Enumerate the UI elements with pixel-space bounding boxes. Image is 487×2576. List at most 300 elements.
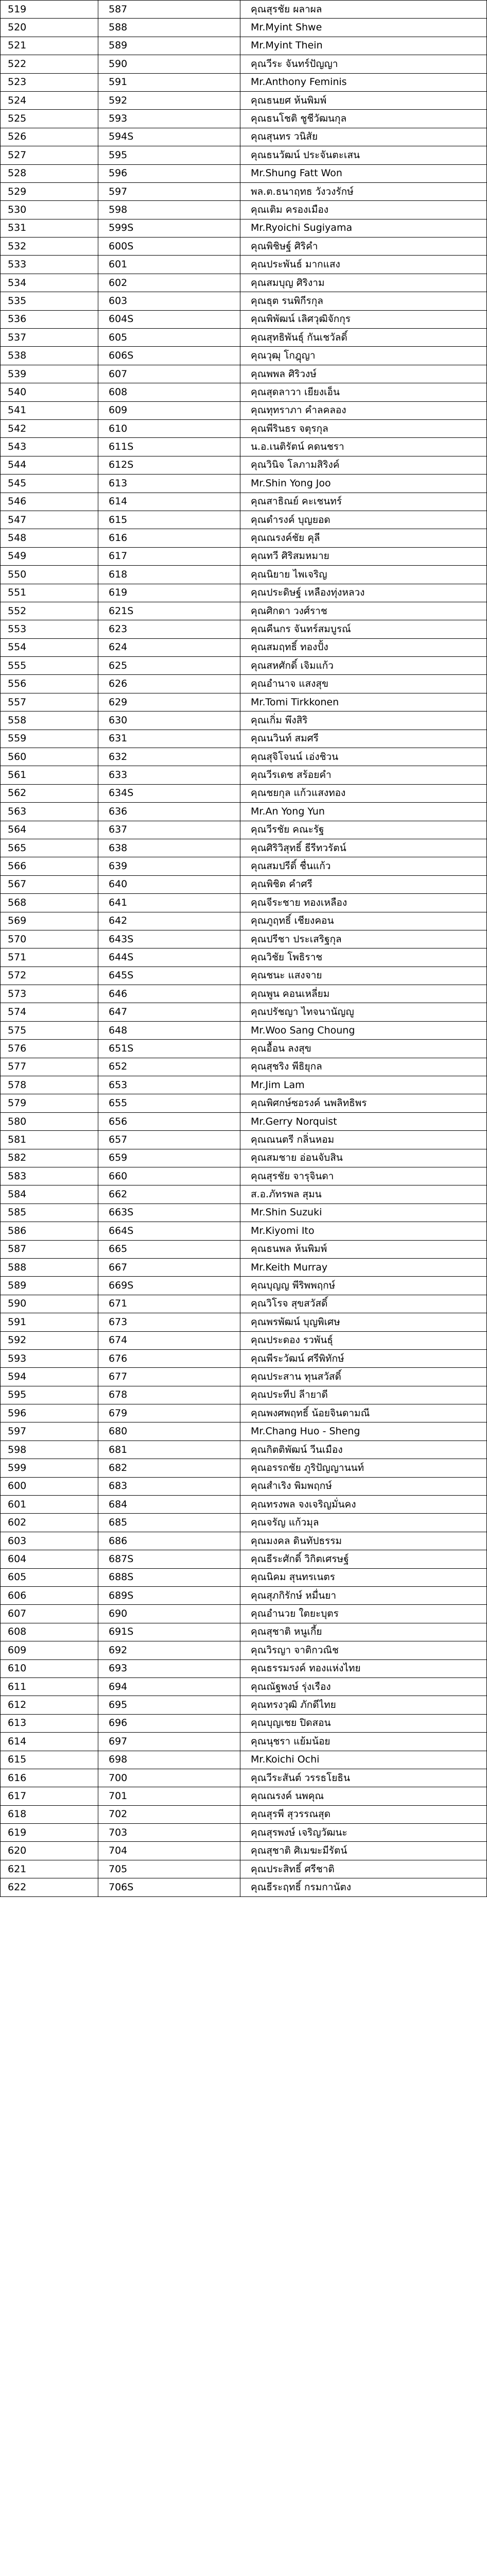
- row-number-cell: 532: [1, 238, 98, 256]
- member-name-cell: คุณนุชรา แย้มน้อย: [240, 1733, 487, 1751]
- table-row: [1, 128, 487, 146]
- member-code-cell: 613: [98, 474, 240, 493]
- member-name-cell: คุณประสิทธิ์ ศรีชาติ: [240, 1860, 487, 1878]
- row-number-cell: 616: [1, 1769, 98, 1787]
- table-row: [1, 1404, 487, 1422]
- row-number-cell: 540: [1, 383, 98, 401]
- row-number-cell: 589: [1, 1277, 98, 1295]
- row-number-cell: 600: [1, 1477, 98, 1495]
- table-row: [1, 948, 487, 967]
- row-number-cell: 519: [1, 1, 98, 19]
- row-number-cell: 523: [1, 73, 98, 91]
- table-row: [1, 1258, 487, 1276]
- row-number-cell: 564: [1, 821, 98, 839]
- member-name-cell: คุณสุรชัย ผลาผล: [240, 1, 487, 19]
- table-row: [1, 419, 487, 437]
- member-name-cell: คุณสาธิณย์ คะเชนทร์: [240, 493, 487, 511]
- table-row: [1, 55, 487, 73]
- row-number-cell: 529: [1, 182, 98, 200]
- table-row: [1, 1769, 487, 1787]
- member-name-cell: คุณชยกุล แก้วแสงทอง: [240, 784, 487, 802]
- table-row: [1, 219, 487, 237]
- table-row: [1, 803, 487, 821]
- table-row: [1, 1824, 487, 1842]
- member-code-cell: 600S: [98, 238, 240, 256]
- table-row: [1, 1368, 487, 1386]
- member-code-cell: 595: [98, 146, 240, 164]
- member-name-cell: Mr.Myint Shwe: [240, 19, 487, 37]
- table-row: [1, 37, 487, 55]
- row-number-cell: 569: [1, 912, 98, 930]
- row-number-cell: 527: [1, 146, 98, 164]
- row-number-cell: 557: [1, 693, 98, 711]
- table-row: [1, 1733, 487, 1751]
- member-name-cell: คุณพิพัฒน์ เลิศวุฒิจักกุร: [240, 310, 487, 328]
- member-code-cell: 617: [98, 547, 240, 565]
- table-row: [1, 292, 487, 310]
- row-number-cell: 554: [1, 638, 98, 656]
- table-row: [1, 1021, 487, 1039]
- table-row: [1, 875, 487, 893]
- member-code-cell: 660: [98, 1167, 240, 1185]
- table-row: [1, 493, 487, 511]
- member-name-cell: คุณณรงค์ นพคุณ: [240, 1787, 487, 1805]
- table-row: [1, 912, 487, 930]
- row-number-cell: 583: [1, 1167, 98, 1185]
- member-name-cell: Mr.Anthony Feminis: [240, 73, 487, 91]
- member-code-cell: 646: [98, 985, 240, 1003]
- table-row: [1, 638, 487, 656]
- member-name-cell: คุณนิยาย ไพเจริญ: [240, 566, 487, 584]
- row-number-cell: 543: [1, 438, 98, 456]
- member-name-cell: คุณบุญเชย ปิดสอน: [240, 1714, 487, 1732]
- member-name-cell: คุณชนะ แสงจาย: [240, 967, 487, 985]
- member-name-cell: Mr.Shung Fatt Won: [240, 164, 487, 182]
- member-code-cell: 612S: [98, 456, 240, 474]
- row-number-cell: 536: [1, 310, 98, 328]
- table-row: [1, 1222, 487, 1240]
- table-row: [1, 967, 487, 985]
- member-code-cell: 687S: [98, 1550, 240, 1568]
- table-row: [1, 1568, 487, 1586]
- table-row: [1, 456, 487, 474]
- member-name-cell: คุณวิโรจ สุขสวัสดิ์: [240, 1295, 487, 1313]
- member-name-cell: คุณประพันธ์ มากแสง: [240, 256, 487, 274]
- table-row: [1, 256, 487, 274]
- table-row: [1, 1550, 487, 1568]
- row-number-cell: 555: [1, 657, 98, 675]
- table-row: [1, 1, 487, 19]
- row-number-cell: 582: [1, 1149, 98, 1167]
- member-name-cell: พล.ต.ธนาฤทธ วังวงรักษ์: [240, 182, 487, 200]
- row-number-cell: 538: [1, 347, 98, 365]
- member-code-cell: 602: [98, 274, 240, 292]
- member-name-cell: คุณสุทธิพันธุ์ กันเชวัลดิ์: [240, 329, 487, 347]
- row-number-cell: 577: [1, 1058, 98, 1076]
- member-code-cell: 693: [98, 1659, 240, 1677]
- member-name-cell: คุณสหศักดิ์ เจิมแก้ว: [240, 657, 487, 675]
- member-name-cell: น.อ.เนติรัตน์ คดนชรา: [240, 438, 487, 456]
- member-name-cell: คุณวุฒุ โกฎุญา: [240, 347, 487, 365]
- member-name-cell: Mr.Woo Sang Choung: [240, 1021, 487, 1039]
- row-number-cell: 534: [1, 274, 98, 292]
- table-row: [1, 930, 487, 948]
- row-number-cell: 584: [1, 1185, 98, 1204]
- table-row: [1, 784, 487, 802]
- member-code-cell: 623: [98, 620, 240, 638]
- member-code-cell: 680: [98, 1422, 240, 1440]
- member-code-cell: 641: [98, 894, 240, 912]
- table-row: [1, 1751, 487, 1769]
- row-number-cell: 562: [1, 784, 98, 802]
- row-number-cell: 537: [1, 329, 98, 347]
- member-name-cell: คุณสุชาติ หนูเกี้ย: [240, 1623, 487, 1641]
- table-row: [1, 1477, 487, 1495]
- row-number-cell: 602: [1, 1514, 98, 1532]
- row-number-cell: 594: [1, 1368, 98, 1386]
- member-code-cell: 643S: [98, 930, 240, 948]
- row-number-cell: 604: [1, 1550, 98, 1568]
- table-row: [1, 1149, 487, 1167]
- member-code-cell: 608: [98, 383, 240, 401]
- member-name-cell: คุณพูน คอนเหลี่ยม: [240, 985, 487, 1003]
- member-name-cell: คุณสมปรีดิ์ ชื่นแก้ว: [240, 857, 487, 875]
- table-row: [1, 1878, 487, 1896]
- row-number-cell: 530: [1, 201, 98, 219]
- table-row: [1, 1586, 487, 1604]
- row-number-cell: 556: [1, 675, 98, 693]
- member-code-cell: 678: [98, 1386, 240, 1404]
- table-row: [1, 274, 487, 292]
- row-number-cell: 601: [1, 1496, 98, 1514]
- member-code-cell: 686: [98, 1532, 240, 1550]
- member-name-cell: ส.อ.ภัทรพล สุมน: [240, 1185, 487, 1204]
- member-name-cell: คุณสมชาย อ่อนจับสิน: [240, 1149, 487, 1167]
- member-name-cell: คุณสุชาติ ศิเมฆะมีรัตน์: [240, 1842, 487, 1860]
- member-name-cell: Mr.Myint Thein: [240, 37, 487, 55]
- member-code-cell: 632: [98, 748, 240, 766]
- row-number-cell: 576: [1, 1040, 98, 1058]
- row-number-cell: 578: [1, 1076, 98, 1094]
- table-row: [1, 1422, 487, 1440]
- member-name-cell: คุณประสาน ทุนสวัสดิ์: [240, 1368, 487, 1386]
- member-name-cell: คุณอรรถชัย ภูริปัญญานนท์: [240, 1459, 487, 1477]
- row-number-cell: 593: [1, 1349, 98, 1367]
- row-number-cell: 610: [1, 1659, 98, 1677]
- member-code-cell: 702: [98, 1805, 240, 1823]
- row-number-cell: 573: [1, 985, 98, 1003]
- member-name-cell: คุณวิรญา จาติกวณิช: [240, 1641, 487, 1659]
- member-name-cell: คุณธีระศักดิ์ วิกิตเศรษฐ์: [240, 1550, 487, 1568]
- member-code-cell: 598: [98, 201, 240, 219]
- row-number-cell: 608: [1, 1623, 98, 1641]
- table-row: [1, 474, 487, 493]
- row-number-cell: 551: [1, 584, 98, 602]
- member-name-cell: คุณศิกดา วงศ์ราช: [240, 602, 487, 620]
- member-code-cell: 667: [98, 1258, 240, 1276]
- table-row: [1, 1386, 487, 1404]
- member-code-cell: 696: [98, 1714, 240, 1732]
- member-code-cell: 603: [98, 292, 240, 310]
- row-number-cell: 621: [1, 1860, 98, 1878]
- row-number-cell: 570: [1, 930, 98, 948]
- member-code-cell: 591: [98, 73, 240, 91]
- member-name-cell: คุณบุญญ พีริพพฤกษ์: [240, 1277, 487, 1295]
- member-code-cell: 665: [98, 1240, 240, 1258]
- row-number-cell: 575: [1, 1021, 98, 1039]
- table-row: [1, 164, 487, 182]
- member-code-cell: 590: [98, 55, 240, 73]
- member-name-cell: Mr.Keith Murray: [240, 1258, 487, 1276]
- member-code-cell: 700: [98, 1769, 240, 1787]
- row-number-cell: 563: [1, 803, 98, 821]
- member-name-cell: คุณวีระสันต์ วรรธโยธิน: [240, 1769, 487, 1787]
- row-number-cell: 609: [1, 1641, 98, 1659]
- member-code-cell: 599S: [98, 219, 240, 237]
- member-name-cell: คุณเกิ่ม พึงสิริ: [240, 711, 487, 730]
- member-code-cell: 664S: [98, 1222, 240, 1240]
- row-number-cell: 586: [1, 1222, 98, 1240]
- member-name-cell: คุณนวินท์ สมศรี: [240, 730, 487, 748]
- member-code-cell: 671: [98, 1295, 240, 1313]
- row-number-cell: 561: [1, 766, 98, 784]
- member-code-cell: 691S: [98, 1623, 240, 1641]
- row-number-cell: 597: [1, 1422, 98, 1440]
- member-name-cell: คุณณนตรี กลิ่นหอม: [240, 1131, 487, 1149]
- table-row: [1, 730, 487, 748]
- row-number-cell: 571: [1, 948, 98, 967]
- row-number-cell: 581: [1, 1131, 98, 1149]
- member-name-cell: คุณจีระชาย ทองเหลือง: [240, 894, 487, 912]
- member-name-cell: Mr.Gerry Norquist: [240, 1112, 487, 1130]
- member-code-cell: 656: [98, 1112, 240, 1130]
- row-number-cell: 587: [1, 1240, 98, 1258]
- member-code-cell: 596: [98, 164, 240, 182]
- member-code-cell: 642: [98, 912, 240, 930]
- row-number-cell: 548: [1, 529, 98, 547]
- table-row: [1, 1714, 487, 1732]
- table-row: [1, 1605, 487, 1623]
- table-row: [1, 91, 487, 109]
- table-row: [1, 438, 487, 456]
- member-code-cell: 587: [98, 1, 240, 19]
- row-number-cell: 592: [1, 1331, 98, 1349]
- member-code-cell: 706S: [98, 1878, 240, 1896]
- member-name-cell: คุณพิศกษ์ซอรงค์ นพลิทธิพร: [240, 1094, 487, 1112]
- member-code-cell: 634S: [98, 784, 240, 802]
- member-code-cell: 651S: [98, 1040, 240, 1058]
- member-code-cell: 589: [98, 37, 240, 55]
- member-name-cell: Mr.Ryoichi Sugiyama: [240, 219, 487, 237]
- member-name-cell: คุณทรงพล จงเจริญมั่นคง: [240, 1496, 487, 1514]
- member-code-cell: 648: [98, 1021, 240, 1039]
- member-code-cell: 653: [98, 1076, 240, 1094]
- member-code-cell: 705: [98, 1860, 240, 1878]
- table-row: [1, 383, 487, 401]
- member-code-cell: 633: [98, 766, 240, 784]
- row-number-cell: 615: [1, 1751, 98, 1769]
- member-name-cell: คุณภูฤทธิ์ เชียงคอน: [240, 912, 487, 930]
- row-number-cell: 549: [1, 547, 98, 565]
- row-number-cell: 533: [1, 256, 98, 274]
- row-number-cell: 553: [1, 620, 98, 638]
- member-code-cell: 689S: [98, 1586, 240, 1604]
- table-row: [1, 310, 487, 328]
- member-code-cell: 663S: [98, 1204, 240, 1222]
- table-row: [1, 839, 487, 857]
- row-number-cell: 613: [1, 1714, 98, 1732]
- member-table-body: [1, 1, 487, 1897]
- row-number-cell: 547: [1, 511, 98, 529]
- member-name-cell: คุณธนวัฒน์ ประจันตะเสน: [240, 146, 487, 164]
- row-number-cell: 528: [1, 164, 98, 182]
- row-number-cell: 550: [1, 566, 98, 584]
- row-number-cell: 620: [1, 1842, 98, 1860]
- member-name-cell: คุณวีรชัย คณะรัฐ: [240, 821, 487, 839]
- row-number-cell: 574: [1, 1003, 98, 1021]
- member-name-cell: คุณสุรพงษ์ เจริญวัฒนะ: [240, 1824, 487, 1842]
- row-number-cell: 520: [1, 19, 98, 37]
- table-row: [1, 19, 487, 37]
- member-name-cell: คุณสุจิโจนน์ เอ่งชิวน: [240, 748, 487, 766]
- member-name-cell: คุณศิริวิสุทธิ์ ธีรีทวรัตน์: [240, 839, 487, 857]
- row-number-cell: 585: [1, 1204, 98, 1222]
- table-row: [1, 1805, 487, 1823]
- member-name-cell: Mr.Tomi Tirkkonen: [240, 693, 487, 711]
- member-name-cell: คุณอำนาจ แสงสุข: [240, 675, 487, 693]
- row-number-cell: 568: [1, 894, 98, 912]
- table-row: [1, 1058, 487, 1076]
- member-code-cell: 611S: [98, 438, 240, 456]
- table-row: [1, 529, 487, 547]
- table-row: [1, 1076, 487, 1094]
- table-row: [1, 1860, 487, 1878]
- member-name-cell: คุณคีนกร จันทร์สมบูรณ์: [240, 620, 487, 638]
- row-number-cell: 558: [1, 711, 98, 730]
- table-row: [1, 894, 487, 912]
- member-name-cell: คุณวีระ จันทร์ปัญญา: [240, 55, 487, 73]
- member-name-cell: คุณสุภกิรักษ์ หมื่นยา: [240, 1586, 487, 1604]
- table-row: [1, 1003, 487, 1021]
- member-code-cell: 636: [98, 803, 240, 821]
- table-row: [1, 1659, 487, 1677]
- member-name-cell: คุณสุชริง พีธิยุกล: [240, 1058, 487, 1076]
- row-number-cell: 572: [1, 967, 98, 985]
- member-name-cell: คุณธรรมรงค์ ทองแห่งไทย: [240, 1659, 487, 1677]
- member-code-cell: 616: [98, 529, 240, 547]
- member-code-cell: 610: [98, 419, 240, 437]
- member-name-cell: คุณณรงค์ชัย คุลี: [240, 529, 487, 547]
- member-code-cell: 588: [98, 19, 240, 37]
- member-code-cell: 662: [98, 1185, 240, 1204]
- row-number-cell: 565: [1, 839, 98, 857]
- row-number-cell: 588: [1, 1258, 98, 1276]
- member-code-cell: 604S: [98, 310, 240, 328]
- member-code-cell: 626: [98, 675, 240, 693]
- table-row: [1, 1040, 487, 1058]
- row-number-cell: 552: [1, 602, 98, 620]
- member-code-cell: 637: [98, 821, 240, 839]
- member-code-cell: 619: [98, 584, 240, 602]
- member-name-cell: คุณพพล ศิริวงษ์: [240, 365, 487, 383]
- member-code-cell: 624: [98, 638, 240, 656]
- row-number-cell: 539: [1, 365, 98, 383]
- member-name-cell: คุณกิตติพัฒน์ วีนเมือง: [240, 1440, 487, 1459]
- member-code-cell: 692: [98, 1641, 240, 1659]
- table-row: [1, 238, 487, 256]
- row-number-cell: 612: [1, 1696, 98, 1714]
- table-row: [1, 1440, 487, 1459]
- member-name-cell: คุณพรพัฒน์ บุญพิเศษ: [240, 1313, 487, 1331]
- row-number-cell: 580: [1, 1112, 98, 1130]
- member-code-cell: 701: [98, 1787, 240, 1805]
- member-name-cell: คุณธนพล ห้นพิมพ์: [240, 1240, 487, 1258]
- member-code-cell: 683: [98, 1477, 240, 1495]
- member-code-cell: 673: [98, 1313, 240, 1331]
- table-row: [1, 329, 487, 347]
- table-row: [1, 1240, 487, 1258]
- member-name-cell: คุณทวี ศิริสมหมาย: [240, 547, 487, 565]
- table-row: [1, 1131, 487, 1149]
- member-code-cell: 681: [98, 1440, 240, 1459]
- member-name-cell: คุณสมบุญ ศิริงาม: [240, 274, 487, 292]
- member-name-cell: คุณธีระฤทธิ์ กรมกานัตง: [240, 1878, 487, 1896]
- member-code-cell: 592: [98, 91, 240, 109]
- row-number-cell: 542: [1, 419, 98, 437]
- table-row: [1, 146, 487, 164]
- table-row: [1, 675, 487, 693]
- table-row: [1, 1842, 487, 1860]
- member-name-cell: คุณวีรเดช สร้อยคำ: [240, 766, 487, 784]
- table-row: [1, 1696, 487, 1714]
- member-code-cell: 645S: [98, 967, 240, 985]
- table-row: [1, 857, 487, 875]
- member-code-cell: 698: [98, 1751, 240, 1769]
- row-number-cell: 521: [1, 37, 98, 55]
- row-number-cell: 605: [1, 1568, 98, 1586]
- row-number-cell: 524: [1, 91, 98, 109]
- row-number-cell: 544: [1, 456, 98, 474]
- member-name-cell: Mr.Jim Lam: [240, 1076, 487, 1094]
- member-code-cell: 629: [98, 693, 240, 711]
- member-code-cell: 594S: [98, 128, 240, 146]
- member-name-cell: Mr.Koichi Ochi: [240, 1751, 487, 1769]
- table-row: [1, 711, 487, 730]
- row-number-cell: 566: [1, 857, 98, 875]
- member-code-cell: 677: [98, 1368, 240, 1386]
- table-row: [1, 1514, 487, 1532]
- table-row: [1, 657, 487, 675]
- member-code-cell: 601: [98, 256, 240, 274]
- row-number-cell: 526: [1, 128, 98, 146]
- table-row: [1, 1204, 487, 1222]
- member-name-cell: Mr.Shin Yong Joo: [240, 474, 487, 493]
- member-name-cell: คุณวินิจ โลภามสิริงค์: [240, 456, 487, 474]
- member-code-cell: 615: [98, 511, 240, 529]
- member-code-cell: 593: [98, 110, 240, 128]
- member-name-cell: คุณจรัญ แก้วมุล: [240, 1514, 487, 1532]
- member-code-cell: 640: [98, 875, 240, 893]
- row-number-cell: 531: [1, 219, 98, 237]
- member-name-cell: คุณพิชิต คำศรี: [240, 875, 487, 893]
- table-row: [1, 73, 487, 91]
- member-name-cell: คุณปรัชญา ไทจนานัญญู: [240, 1003, 487, 1021]
- table-row: [1, 401, 487, 419]
- member-name-cell: คุณธนโชติ ชูชีวัฒนกุล: [240, 110, 487, 128]
- row-number-cell: 546: [1, 493, 98, 511]
- table-row: [1, 1094, 487, 1112]
- table-row: [1, 182, 487, 200]
